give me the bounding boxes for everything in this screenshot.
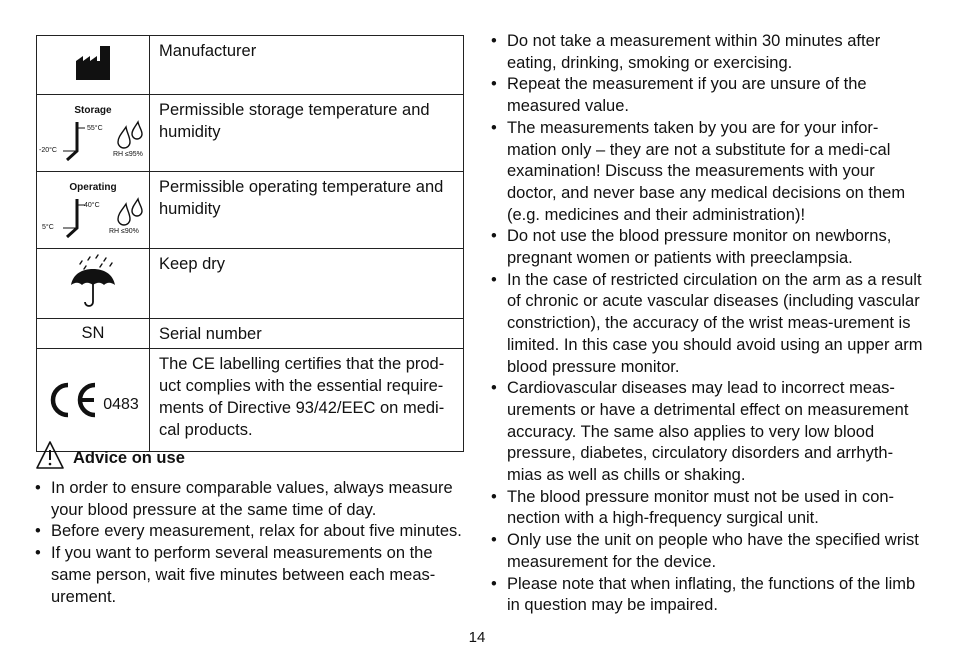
operating-temperature-humidity-icon [37,177,149,243]
symbol-cell [37,319,150,349]
bullet: • [35,522,41,541]
umbrella-rain-icon [68,253,118,309]
list-item [491,118,923,227]
operating-temp-high: 40°C [84,202,100,209]
list-item-text: In the case of restricted circulation on the arm as a result of chronic or acute vascular diseases (including vascular constriction), the accuracy of the wrist meas-urement is limited. In this case you should avoid using an upper arm blood pressure monitor. [507,270,923,376]
list-item-text: Do not take a measurement within 30 minutes after eating, drinking, smoking or exercising. [507,32,881,72]
bullet: • [491,270,497,289]
advice-title: Advice on use [73,448,185,467]
symbol-cell [37,95,150,172]
storage-humidity: RH ≤95% [113,151,143,158]
bullet: • [491,75,497,94]
list-item [35,543,467,608]
bullet: • [491,531,497,550]
symbol-row-serial [37,319,464,349]
list-item-text: If you want to perform several measurements on the same person, wait five minutes between each meas-urement. [51,544,436,606]
symbol-cell [37,249,150,319]
symbol-row-manufacturer [37,36,464,95]
operating-humidity: RH ≤90% [109,228,139,235]
symbol-description: Keep dry [150,249,464,319]
symbol-row-operating [37,172,464,249]
storage-temp-high: 55°C [87,125,103,132]
list-item [491,574,923,617]
symbol-row-ce [37,349,464,452]
storage-temperature-humidity-icon [37,100,149,166]
symbol-description: The CE labelling certifies that the prod-uct complies with the essential require-ments of Directive 93/42/EEC on medi-cal products. [150,349,464,452]
list-item-text: Please note that when inflating, the functions of the limb in question may be impaired. [507,574,916,615]
ce-mark-icon [47,381,99,419]
list-item-text: Do not use the blood pressure monitor on newborns, pregnant women or patients with preeclampsia. [507,227,892,268]
list-item [35,521,467,543]
list-item-text: Before every measurement, relax for about five minutes. [51,522,462,541]
list-item [491,74,923,117]
bullet: • [491,487,497,506]
bullet: • [491,118,497,137]
list-item [491,487,923,530]
symbol-row-keep-dry [37,249,464,319]
list-item-text: The measurements taken by you are for your infor-mation only – they are not a substitute for a medi-cal examination! Discuss the measurements with your doctor, and never base any medical decisions on them (e.g. medicines and their administration)! [507,118,906,224]
symbol-cell [37,36,150,95]
list-item-text: Cardiovascular diseases may lead to incorrect meas-urements or have a detrimental effect on measurement accuracy. The same also applies to very low blood pressure, diabetes, circulatory disorders and arrhyth-mias as well as chills or shaking. [507,379,909,485]
list-item [491,378,923,487]
storage-temp-low: -20°C [39,147,57,154]
list-item-text: The blood pressure monitor must not be used in con-nection with a high-frequency surgical unit. [507,487,895,528]
warning-triangle-icon [35,440,65,470]
advice-list [35,478,467,608]
symbol-description: Permissible storage temperature and humidity [150,95,464,172]
symbol-row-storage [37,95,464,172]
symbol-cell [37,172,150,249]
list-item-text: Only use the unit on people who have the specified wrist measurement for the device. [507,531,919,571]
symbol-description: Permissible operating temperature and humidity [150,172,464,249]
notified-body-number: 0483 [103,396,139,413]
factory-icon [73,43,113,83]
symbol-cell [37,349,150,452]
advice-list-continued [491,31,923,617]
list-item-text: In order to ensure comparable values, always measure your blood pressure at the same time of day. [51,479,453,519]
operating-title: Operating [69,182,117,193]
operating-temp-low: 5°C [42,224,54,231]
list-item [35,478,467,521]
page-number: 14 [468,629,486,646]
list-item-text: Repeat the measurement if you are unsure of the measured value. [507,75,867,116]
bullet: • [491,227,497,246]
symbol-table [36,35,464,452]
bullet: • [491,574,497,593]
advice-heading [35,440,185,470]
bullet: • [35,544,41,563]
list-item [491,270,923,379]
list-item [491,31,923,74]
symbol-description: Serial number [150,319,464,349]
serial-number-code: SN [81,324,105,342]
bullet: • [491,32,497,50]
list-item [491,530,923,573]
bullet: • [491,379,497,398]
storage-title: Storage [74,105,112,116]
bullet: • [35,479,41,497]
symbol-description: Manufacturer [150,36,464,95]
list-item [491,226,923,269]
